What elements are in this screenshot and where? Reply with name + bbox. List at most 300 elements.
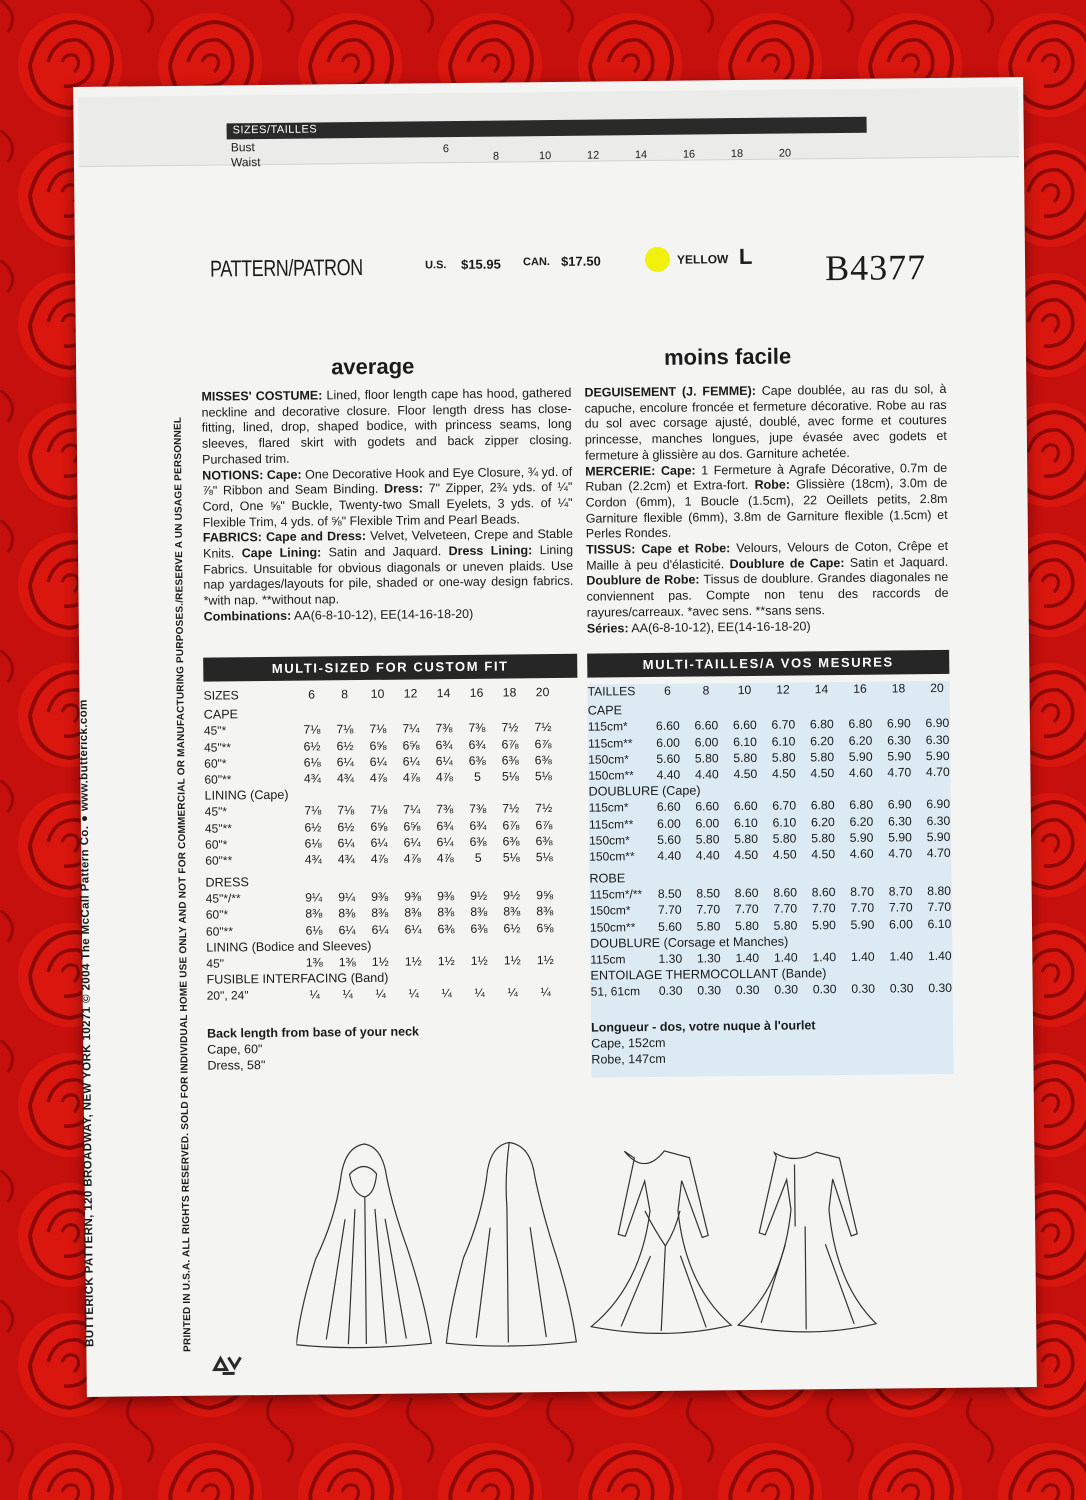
- table-row-label: 150cm*: [589, 903, 631, 919]
- table-cell: 6.60: [733, 799, 758, 814]
- table-cell: 5.80: [694, 751, 719, 766]
- us-label: U.S.: [424, 259, 447, 272]
- table-cell: 9¼: [305, 890, 323, 905]
- table-bar-fr: MULTI-TAILLES/A VOS MESURES: [587, 650, 949, 678]
- back-length-cape: Cape, 152cm: [591, 1035, 666, 1051]
- desc-text: Lined, floor length cape has hood, gathered neckline and decorative closure. Floor length dress has close-fitting, lined, drop, shaped bodice, with princess seams, long sleeves, flared skirt with godets and back zipper closing. Purchased trim.: [201, 385, 572, 467]
- table-cell: 4⅞: [369, 770, 387, 785]
- table-header-size: 20: [535, 685, 550, 700]
- table-cell: 8.60: [734, 886, 759, 901]
- recycle-icon: [206, 1347, 246, 1377]
- table-header-label: SIZES: [203, 688, 239, 703]
- table-cell: 6½: [503, 920, 521, 936]
- table-cell: 5.90: [849, 830, 874, 845]
- desc-title: MISSES' COSTUME:: [201, 388, 323, 404]
- table-cell: 7.70: [734, 902, 759, 917]
- table-header-size: 12: [776, 682, 790, 697]
- back-length-fr: [591, 1012, 954, 1078]
- table-cell: 1.40: [735, 950, 760, 966]
- strip-size: 18: [730, 147, 744, 161]
- table-row-label: 20", 24": [206, 988, 249, 1004]
- fabrics-cl-label: Cape Lining:: [241, 545, 322, 561]
- table-cell: 4.70: [926, 845, 951, 860]
- table-cell: 4.70: [887, 765, 912, 780]
- table-header-size: 10: [737, 682, 752, 698]
- table-row-label: 60"*: [204, 756, 227, 771]
- table-cell: 1.40: [812, 950, 837, 965]
- table-header-row: [587, 681, 949, 701]
- table-cell: 1½: [404, 954, 422, 969]
- table-cell: 4.70: [888, 846, 913, 861]
- table-cell: 5.90: [848, 749, 873, 764]
- table-cell: 6.00: [656, 735, 680, 750]
- notions-cape-label: Cape:: [660, 463, 696, 478]
- table-cell: 6⅜: [470, 921, 488, 936]
- table-header-size: 20: [930, 680, 944, 696]
- difficulty-en: average: [330, 353, 415, 380]
- table-cell: 5.80: [735, 918, 759, 933]
- color-label: YELLOW: [676, 252, 729, 267]
- garment-illustrations: [294, 1133, 936, 1355]
- table-cell: 5⅛: [501, 769, 519, 784]
- table-cell: 8.50: [696, 886, 721, 901]
- table-cell: 7½: [502, 801, 520, 816]
- table-header-size: 8: [702, 683, 710, 698]
- table-cell: 6.20: [810, 733, 834, 748]
- table-cell: 6⅜: [468, 753, 486, 768]
- table-header-label: TAILLES: [587, 684, 636, 699]
- table-cell: 8⅜: [305, 906, 323, 922]
- table-cell: 6¾: [469, 818, 487, 833]
- table-cell: 5.90: [850, 917, 875, 932]
- table-row-label: LINING (Bodice and Sleeves): [206, 938, 372, 955]
- table-row-label: 115cm*/**: [589, 887, 643, 902]
- table-cell: 7½: [534, 720, 552, 735]
- table-row-label: 115cm*: [588, 800, 629, 815]
- table-cell: 6.00: [695, 815, 720, 831]
- table-cell: 6.00: [889, 916, 913, 932]
- table-cell: 5.80: [734, 831, 759, 846]
- notions-title: NOTIONS:: [202, 467, 264, 483]
- table-cell: 8⅜: [470, 905, 488, 920]
- table-cell: 4¾: [304, 852, 322, 867]
- table-cell: 8⅜: [503, 904, 521, 919]
- table-cell: 9⅜: [437, 889, 455, 904]
- table-cell: 7⅜: [468, 721, 486, 736]
- table-cell: 0.30: [889, 981, 914, 996]
- notions-cape-label: Cape:: [266, 467, 302, 482]
- table-row-label: 60"**: [204, 772, 232, 787]
- strip-row-bust: Bust: [230, 140, 255, 155]
- table-cell: 7⅜: [435, 721, 453, 736]
- table-cell: 6.20: [810, 814, 835, 829]
- table-header-size: 16: [469, 685, 484, 700]
- table-cell: 4¾: [336, 771, 354, 786]
- yellow-dot: [645, 247, 670, 272]
- table-row-label: ENTOILAGE THERMOCOLLANT (Bande): [590, 966, 827, 983]
- table-cell: 4.50: [733, 766, 758, 782]
- table-cell: 6¼: [370, 835, 388, 850]
- table-cell: 4⅞: [402, 770, 420, 785]
- back-length-dress: Robe, 147cm: [591, 1051, 666, 1067]
- table-cell: 4¾: [303, 771, 321, 786]
- table-cell: 6⅝: [369, 738, 387, 753]
- table-cell: 6.10: [772, 814, 797, 830]
- table-row-label: 150cm*: [588, 751, 629, 767]
- table-cell: 6¼: [369, 754, 387, 769]
- table-cell: 5.80: [771, 750, 796, 765]
- table-cell: 5.80: [810, 749, 835, 765]
- table-cell: 6⅝: [402, 737, 420, 753]
- dress-front-illustration: [589, 1150, 731, 1334]
- table-cell: 4.50: [810, 766, 835, 781]
- table-cell: 8⅜: [536, 904, 554, 919]
- table-cell: 6¼: [403, 835, 421, 850]
- strip-size: 14: [634, 149, 648, 162]
- table-cell: 7⅛: [337, 803, 355, 818]
- fabrics-cd-label: Cape et Robe:: [641, 541, 731, 557]
- table-cell: 7⅛: [369, 722, 387, 737]
- table-cell: 6.80: [810, 798, 835, 813]
- table-cell: 4⅞: [435, 770, 453, 785]
- table-cell: 7.70: [888, 900, 913, 915]
- table-cell: 6.80: [809, 717, 834, 732]
- table-cell: 6¼: [435, 753, 453, 768]
- combos: AA(6-8-10-12), EE(14-16-18-20): [631, 618, 811, 635]
- table-cell: 6½: [337, 819, 355, 834]
- table-cell: 6.60: [655, 719, 680, 734]
- table-cell: 6¼: [338, 922, 356, 937]
- table-cell: 8⅜: [437, 905, 455, 920]
- table-row-label: DOUBLURE (Cape): [588, 783, 701, 799]
- table-row-label: 45"**: [204, 739, 232, 755]
- table-row-label: 150cm**: [589, 919, 636, 935]
- table-cell: 7.70: [657, 903, 682, 918]
- table-cell: 1⅜: [305, 955, 323, 970]
- table-row-label: 60"**: [205, 853, 233, 868]
- table-cell: 7.70: [850, 901, 875, 916]
- table-row-label: 60"*: [205, 837, 228, 852]
- table-cell: 1.40: [927, 948, 952, 964]
- table-cell: 6⅜: [502, 834, 520, 849]
- table-cell: 8.70: [888, 884, 913, 899]
- table-cell: 6½: [336, 738, 354, 753]
- table-cell: 6.60: [732, 718, 757, 733]
- table-cell: 6¾: [468, 737, 486, 752]
- table-cell: ¼: [441, 986, 452, 1001]
- back-length-title: Longueur - dos, votre nuque à l'ourlet: [590, 1018, 816, 1035]
- table-row-label: 45"**: [204, 820, 232, 836]
- table-cell: 5.60: [658, 919, 682, 934]
- table-header-size: 14: [436, 686, 451, 701]
- table-row-label: ROBE: [589, 871, 626, 886]
- table-cell: 6.30: [925, 732, 950, 747]
- table-cell: 6¼: [371, 922, 389, 937]
- fabrics-dl: Lining Fabrics. Unsuitable for obvious diagonals or uneven plaids. Use nap yardages/layouts for pile, shaded or one-way design fabrics. *with nap. **without nap.: [203, 542, 574, 608]
- table-cell: 6⅝: [536, 920, 554, 935]
- table-cell: 6¼: [337, 835, 355, 850]
- table-cell: 1.40: [889, 949, 914, 964]
- table-cell: 6⅜: [437, 921, 455, 936]
- table-cell: 6.60: [695, 799, 720, 814]
- combos-label: Combinations:: [203, 608, 292, 624]
- table-cell: 6⅞: [534, 736, 552, 751]
- table-row-label: 150cm**: [589, 849, 635, 864]
- pattern-label: PATTERN/PATRON: [209, 253, 363, 282]
- table-cell: 7⅛: [336, 722, 354, 737]
- table-row-label: 150cm*: [589, 832, 630, 848]
- fabrics-cl-label: Doublure de Cape:: [729, 555, 845, 571]
- table-cell: 5.60: [656, 751, 681, 766]
- table-cell: 6⅜: [501, 753, 519, 768]
- table-row-label: 45": [206, 956, 225, 971]
- table-cell: 8.70: [850, 884, 875, 900]
- notions-title: MERCERIE:: [585, 463, 656, 479]
- table-cell: 6¾: [436, 818, 454, 833]
- table-cell: 0.30: [697, 983, 722, 998]
- fabrics-title: TISSUS:: [585, 542, 636, 557]
- table-cell: 0.30: [928, 981, 953, 996]
- table-cell: 6.70: [772, 798, 797, 814]
- table-cell: 6⅜: [469, 834, 487, 849]
- table-cell: 5.90: [926, 829, 951, 844]
- strip-size: 8: [492, 150, 500, 163]
- pattern-envelope: [73, 77, 1037, 1397]
- size-strip-label: SIZES/TAILLES: [232, 123, 318, 137]
- table-header-size: 10: [370, 686, 385, 701]
- notions-dress: Glissière (18cm), 3.0m de Cordon (6mm), 1 Boucle (1.5cm), 22 Oeillets petits, 2.8m Garniture flexible (6mm), 3.8m de Garniture flexible (1.5cm) et Perles Rondes.: [585, 476, 948, 541]
- table-cell: 1.40: [773, 950, 798, 965]
- table-row-label: LINING (Cape): [204, 787, 289, 803]
- table-header-row: [203, 685, 577, 705]
- table-row-label: 115cm*: [587, 719, 628, 735]
- table-cell: 7⅛: [303, 722, 321, 738]
- table-cell: 4⅞: [403, 851, 421, 866]
- cape-back-illustration: [444, 1142, 576, 1347]
- table-cell: 5.90: [812, 917, 836, 932]
- strip-row-waist: Waist: [230, 155, 261, 170]
- table-cell: 6.60: [656, 800, 681, 815]
- table-cell: 6.10: [771, 734, 796, 749]
- table-header-size: 18: [502, 685, 517, 700]
- back-length-title: Back length from base of your neck: [207, 1024, 420, 1041]
- table-cell: 1½: [536, 953, 554, 968]
- table-row-label: 115cm**: [587, 735, 633, 751]
- desc-title: DEGUISEMENT (J. FEMME):: [584, 383, 756, 400]
- table-cell: 5: [474, 850, 482, 865]
- table-cell: 9½: [470, 888, 488, 904]
- table-cell: 5.90: [888, 829, 912, 845]
- yardage-table-en: [203, 685, 580, 1005]
- description-fr: [584, 382, 949, 637]
- table-cell: 8.60: [811, 885, 836, 900]
- table-cell: 6¼: [402, 754, 420, 769]
- fabrics-dl: Tissus de doublure. Grandes diagonales ne conviennent pas. Compte non tenu des raccords de rayures/carreaux. *avec sens. **sans sens.: [586, 570, 949, 620]
- table-cell: 4.50: [811, 846, 836, 862]
- table-cell: 0.30: [658, 984, 683, 999]
- table-cell: 5⅛: [535, 849, 553, 865]
- table-cell: 5.90: [925, 748, 950, 763]
- table-cell: 6⅛: [303, 755, 321, 770]
- table-cell: 7½: [535, 801, 553, 816]
- table-cell: 6.30: [887, 813, 912, 829]
- table-cell: 4.40: [694, 767, 719, 782]
- table-header-size: 14: [814, 682, 829, 697]
- notions-cape: One Decorative Hook and Eye Closure, ¾ yd. of ⅞" Ribbon and Seam Binding.: [202, 464, 573, 498]
- table-cell: 1⅜: [338, 955, 356, 970]
- size-strip: [227, 117, 867, 140]
- table-cell: 5⅛: [534, 768, 552, 784]
- table-row-label: 150cm**: [588, 768, 634, 783]
- table-header-size: 8: [341, 687, 349, 702]
- table-cell: 4⅞: [436, 850, 454, 866]
- table-cell: 9½: [503, 888, 521, 903]
- table-cell: ¼: [309, 987, 320, 1002]
- fabrics-dl-label: Dress Lining:: [448, 543, 533, 559]
- table-cell: 1.30: [696, 951, 721, 966]
- table-cell: 6.70: [771, 717, 796, 733]
- fabrics-cd: Velours, Velours de Coton, Crêpe et Maille à peu d'élasticité.: [586, 538, 949, 573]
- table-cell: 5.90: [887, 749, 912, 764]
- table-cell: 8.60: [773, 885, 798, 900]
- cape-front-illustration: [294, 1143, 431, 1348]
- fabrics-cl: Satin and Jaquard.: [328, 544, 442, 560]
- table-cell: 1½: [503, 953, 521, 968]
- table-row-label: DRESS: [205, 875, 249, 890]
- size-letter: L: [738, 243, 753, 270]
- table-cell: 4.70: [925, 764, 950, 780]
- table-cell: 1½: [470, 953, 488, 968]
- table-cell: 6.90: [886, 716, 911, 731]
- table-row-label: CAPE: [203, 707, 239, 722]
- table-cell: 4.60: [849, 846, 874, 861]
- fabrics-cd: Velvet, Velveteen, Crepe and Stable Knits.: [202, 527, 573, 561]
- table-cell: 8.80: [927, 884, 952, 899]
- table-cell: 9⅜: [371, 890, 389, 905]
- table-cell: 6⅝: [403, 818, 421, 834]
- table-row: [207, 985, 581, 1005]
- fabrics-dl-label: Doublure de Robe:: [586, 572, 700, 589]
- table-cell: 4.60: [848, 765, 873, 780]
- table-cell: 4.40: [657, 848, 682, 863]
- table-cell: 7⅜: [469, 802, 487, 817]
- table-row-label: 51, 61cm: [590, 984, 641, 1000]
- table-cell: 7.70: [927, 900, 952, 915]
- yardage-table-fr: [587, 681, 953, 1035]
- back-length-dress: Dress, 58": [207, 1058, 266, 1073]
- table-cell: 7.70: [811, 901, 836, 916]
- table-cell: 0.30: [851, 982, 876, 997]
- table-cell: 6.10: [927, 916, 952, 931]
- table-cell: 8⅜: [404, 905, 422, 921]
- us-price: $15.95: [460, 256, 501, 272]
- table-cell: 6.10: [733, 815, 758, 830]
- table-cell: 7⅜: [436, 802, 454, 817]
- table-cell: 7.70: [773, 901, 798, 917]
- table-cell: 7¼: [403, 802, 421, 817]
- table-row-label: 45"*: [203, 723, 227, 739]
- strip-size: 20: [778, 147, 792, 160]
- can-price: $17.50: [560, 253, 601, 269]
- table-cell: 1.30: [658, 951, 683, 966]
- table-cell: 6¾: [435, 737, 453, 752]
- table-row-label: 45"*/**: [205, 891, 241, 906]
- copyright-side-text: PRINTED IN U.S.A. ALL RIGHTS RESERVED. SOLD FOR INDIVIDUAL HOME USE ONLY AND NOT FOR COMMERCIAL OR MANUFACTURING PURPOSES./RESERVE A UN USAGE PERSONNEL: [172, 416, 194, 1352]
- desc-text: Cape doublée, au ras du sol, à capuche, encolure froncée et fermeture décorative. Robe au ras du sol avec corsage ajusté, doublé, avec forme et coutures princesse, manches longues, jupe évasée avec godets et fermeture à glissière au dos. Garniture achetée.: [584, 381, 947, 463]
- can-label: CAN.: [522, 256, 550, 269]
- table-row-label: 45"*: [204, 804, 228, 819]
- notions-dress-label: Dress:: [383, 481, 424, 496]
- table-cell: 8⅜: [338, 906, 356, 921]
- table-cell: 1.40: [850, 949, 875, 964]
- table-cell: 6⅛: [305, 923, 323, 938]
- table-header-size: 6: [308, 687, 316, 702]
- back-length-en: [207, 1023, 419, 1073]
- table-row-label: DOUBLURE (Corsage et Manches): [590, 934, 789, 951]
- table-cell: 7½: [501, 720, 519, 735]
- table-cell: 7⅛: [370, 803, 388, 818]
- table-cell: 6⅜: [535, 833, 553, 848]
- table-cell: 6.20: [848, 733, 873, 748]
- notions-cape: 1 Fermeture à Agrafe Décorative, 0.7m de Ruban (2.2cm) et Extra-fort.: [585, 460, 948, 494]
- table-cell: 6.00: [694, 734, 719, 750]
- description-en: [201, 386, 573, 625]
- publisher-side-text: BUTTERICK PATTERN, 120 BROADWAY, NEW YORK 10271 © 2004 The McCall Pattern Co. ● www.butterick.com: [77, 699, 97, 1347]
- strip-size: 6: [442, 143, 450, 156]
- fabrics-cd-label: Cape and Dress:: [265, 529, 367, 545]
- table-row-label: FUSIBLE INTERFACING (Band): [206, 970, 389, 987]
- strip-size: 10: [538, 150, 552, 163]
- table-cell: 4⅞: [370, 851, 388, 866]
- table-cell: 0.30: [735, 983, 760, 998]
- table-cell: 1½: [437, 954, 455, 969]
- table-cell: 6.90: [926, 797, 951, 812]
- table-header-size: 6: [664, 683, 671, 698]
- table-cell: 5: [473, 769, 481, 784]
- table-cell: 6.90: [925, 716, 950, 731]
- table-cell: 5.80: [696, 918, 721, 934]
- table-cell: 4.50: [771, 766, 796, 781]
- table-header-size: 18: [891, 681, 906, 696]
- table-header-size: 16: [853, 681, 867, 696]
- dress-back-illustration: [736, 1152, 876, 1333]
- table-cell: 6⅞: [501, 736, 519, 752]
- table-cell: 6½: [303, 739, 321, 754]
- table-cell: 6.20: [849, 814, 874, 829]
- table-cell: ¼: [375, 987, 386, 1002]
- table-cell: 7⅛: [304, 803, 322, 818]
- combos-label: Séries:: [586, 620, 629, 636]
- table-cell: 6.90: [887, 797, 912, 812]
- table-cell: 6⅝: [370, 819, 388, 834]
- table-row-label: CAPE: [587, 703, 623, 718]
- table-cell: 4¾: [337, 851, 355, 867]
- table-cell: ¼: [507, 985, 518, 1000]
- table-cell: 6.30: [926, 813, 951, 828]
- back-length-cape: Cape, 60": [207, 1042, 263, 1057]
- fabrics-cl: Satin et Jaquard.: [849, 554, 949, 570]
- table-cell: 4.40: [695, 848, 720, 863]
- table-cell: 0.30: [774, 982, 799, 998]
- table-cell: 9¼: [338, 890, 356, 905]
- strip-size: 12: [586, 149, 600, 162]
- table-cell: ¼: [474, 986, 485, 1001]
- table-cell: 5⅛: [502, 850, 520, 865]
- table-row-label: 60"**: [205, 924, 234, 939]
- table-cell: 5.80: [733, 750, 758, 765]
- table-cell: 6.80: [849, 797, 874, 813]
- strip-size: 16: [682, 148, 696, 161]
